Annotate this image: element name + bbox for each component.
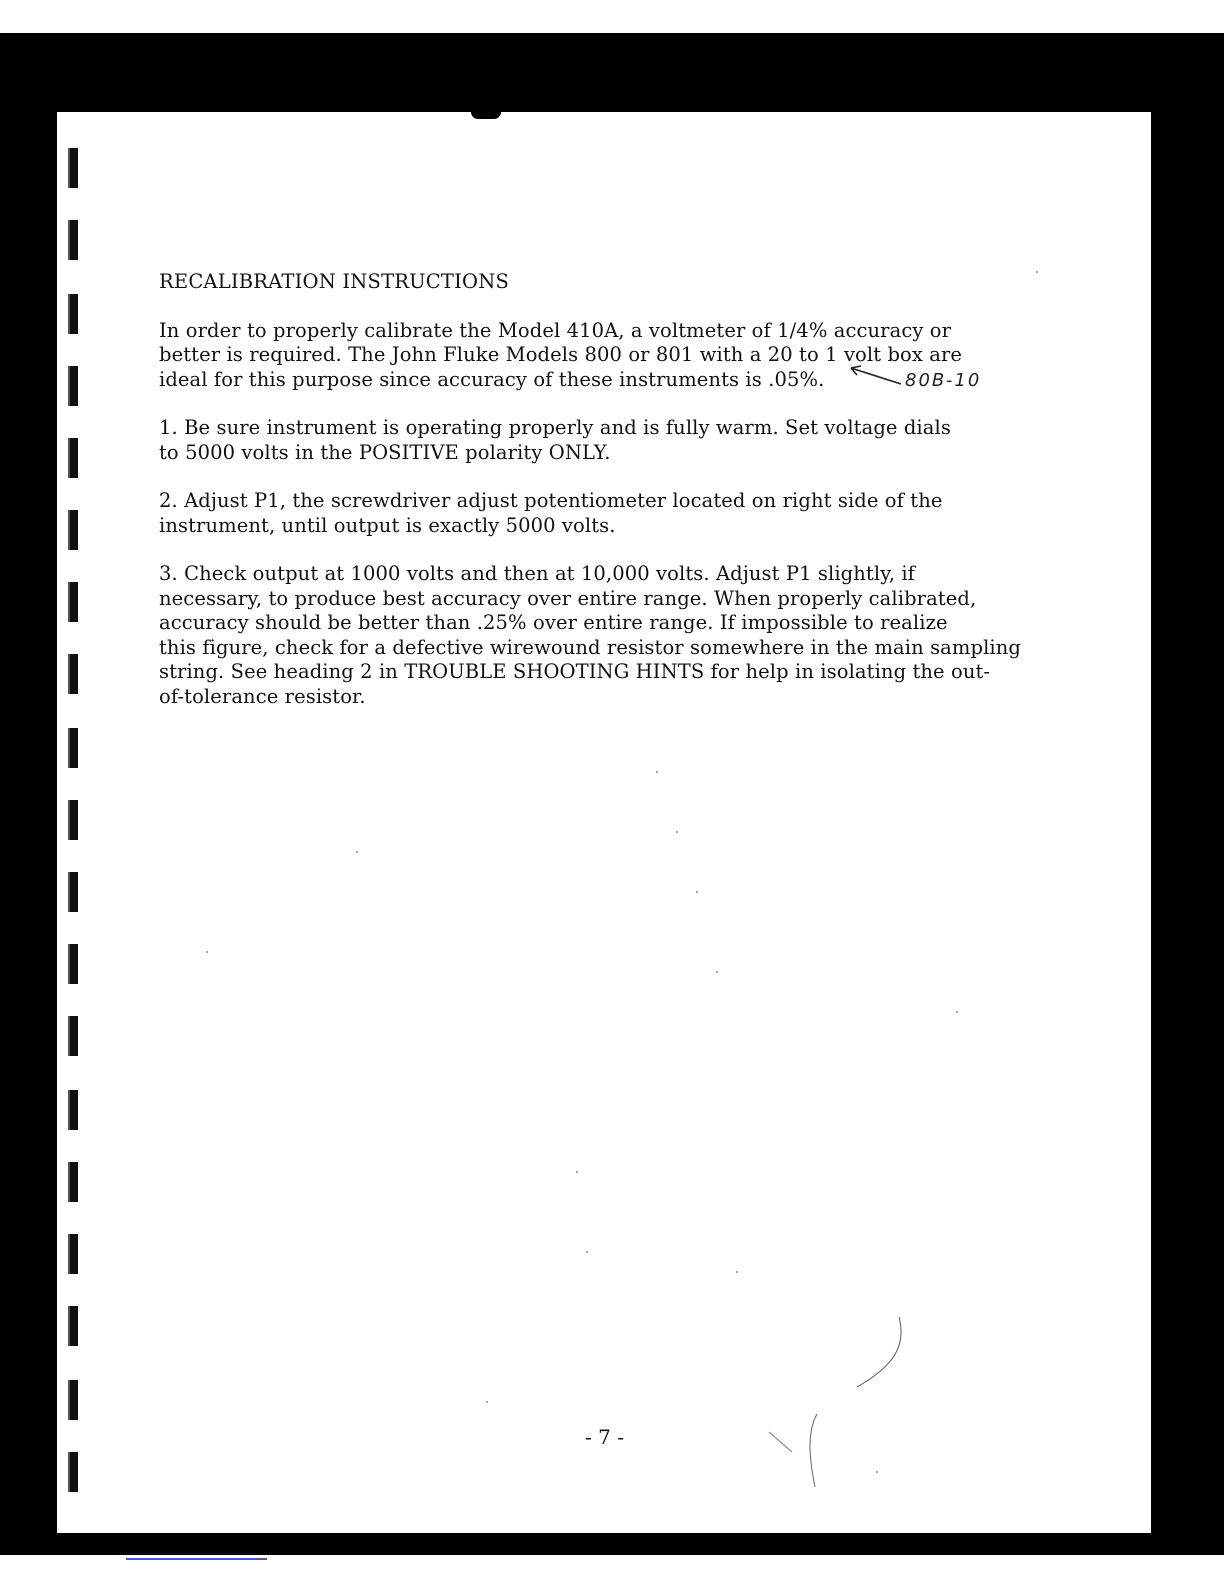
page-number: - 7 -: [585, 1425, 624, 1449]
footer-rule: [126, 1558, 267, 1560]
section-heading: RECALIBRATION INSTRUCTIONS: [159, 270, 510, 293]
step-2-paragraph: 2. Adjust P1, the screwdriver adjust potentiometer located on right side of the instrument, until output is exactly 5000 volts.: [159, 489, 943, 537]
scan-specks: [57, 112, 1151, 1533]
step-3-paragraph: 3. Check output at 1000 volts and then at 10,000 volts. Adjust P1 slightly, if necessary, to produce best accuracy over entire range. When properly calibrated, accuracy should be better than .25% over entire range. If impossible to realize this figure, check for a defective wirewound resistor somewhere in the main sampling string. See heading 2 in TROUBLE SHOOTING HINTS for help in isolating the out- of-tolerance resistor.: [159, 562, 1021, 708]
step-1-paragraph: 1. Be sure instrument is operating properly and is fully warm. Set voltage dials to 5000 volts in the POSITIVE polarity ONLY.: [159, 416, 951, 464]
intro-paragraph: In order to properly calibrate the Model 410A, a voltmeter of 1/4% accuracy or better is required. The John Fluke Models 800 or 801 with a 20 to 1 volt box are ideal for this purpose since accuracy of these instruments is .05%.: [159, 318, 963, 391]
scan-frame: [0, 33, 1224, 1555]
document-page: [57, 112, 1151, 1533]
handwritten-note: 80B-10: [905, 370, 982, 391]
